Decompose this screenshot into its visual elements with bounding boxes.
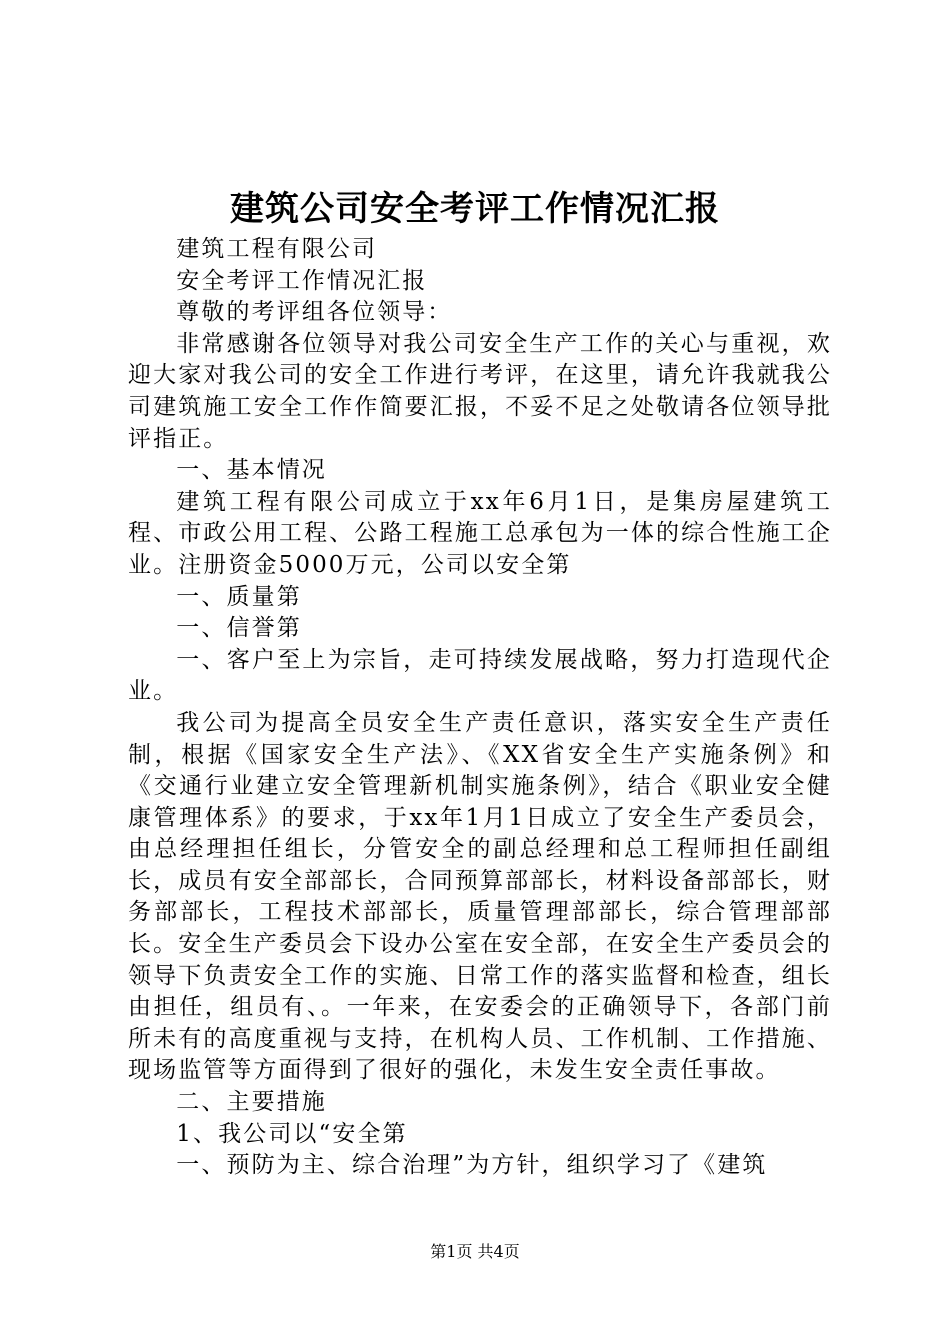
paragraph-company-intro: 建筑工程有限公司成立于xx年6月1日，是集房屋建筑工程、市政公用工程、公路工程施工总承包为一体的综合性施工企业。注册资金5000万元，公司以安全第	[128, 488, 832, 578]
paragraph-salutation: 尊敬的考评组各位领导：	[176, 299, 453, 326]
paragraph-measure-1-cont: 一、预防为主、综合治理”为方针，组织学习了《建筑	[176, 1152, 768, 1179]
section-heading-basic-info: 一、基本情况	[176, 457, 327, 484]
paragraph-customer: 一、客户至上为宗旨，走可持续发展战略，努力打造现代企业。	[128, 646, 832, 705]
page-number: 第1页 共4页	[430, 1242, 520, 1261]
document-body	[128, 234, 832, 1182]
paragraph-company-name: 建筑工程有限公司	[176, 236, 378, 262]
paragraph-opening: 非常感谢各位领导对我公司安全生产工作的关心与重视，欢迎大家对我公司的安全工作进行考评，在这里，请允许我就我公司建筑施工安全工作作简要汇报，不妥不足之处敬请各位领导批评指正。	[128, 330, 832, 452]
page-footer	[0, 1242, 950, 1262]
paragraph-quality: 一、质量第	[176, 583, 302, 610]
paragraph-safety-committee: 我公司为提高全员安全生产责任意识，落实安全生产责任制，根据《国家安全生产法》、《XX省安全生产实施条例》和《交通行业建立安全管理新机制实施条例》，结合《职业安全健康管理体系》的要求，于xx年1月1日成立了安全生产委员会，由总经理担任组长，分管安全的副总经理和总工程师担任副组长，成员有安全部部长，合同预算部部长，材料设备部部长，财务部部长，工程技术部部长，质量管理部部长，综合管理部部长。安全生产委员会下设办公室在安全部，在安全生产委员会的领导下负责安全工作的实施、日常工作的落实监督和检查，组长由担任，组员有、。一年来，在安委会的正确领导下，各部门前所未有的高度重视与支持，在机构人员、工作机制、工作措施、现场监管等方面得到了很好的强化，未发生安全责任事故。	[128, 709, 832, 1084]
section-heading-main-measures: 二、主要措施	[176, 1089, 327, 1116]
paragraph-measure-1: 1、我公司以“安全第	[176, 1120, 408, 1147]
paragraph-report-subtitle: 安全考评工作情况汇报	[176, 267, 428, 294]
document-title: 建筑公司安全考评工作情况汇报	[230, 189, 720, 229]
paragraph-reputation: 一、信誉第	[176, 615, 302, 642]
